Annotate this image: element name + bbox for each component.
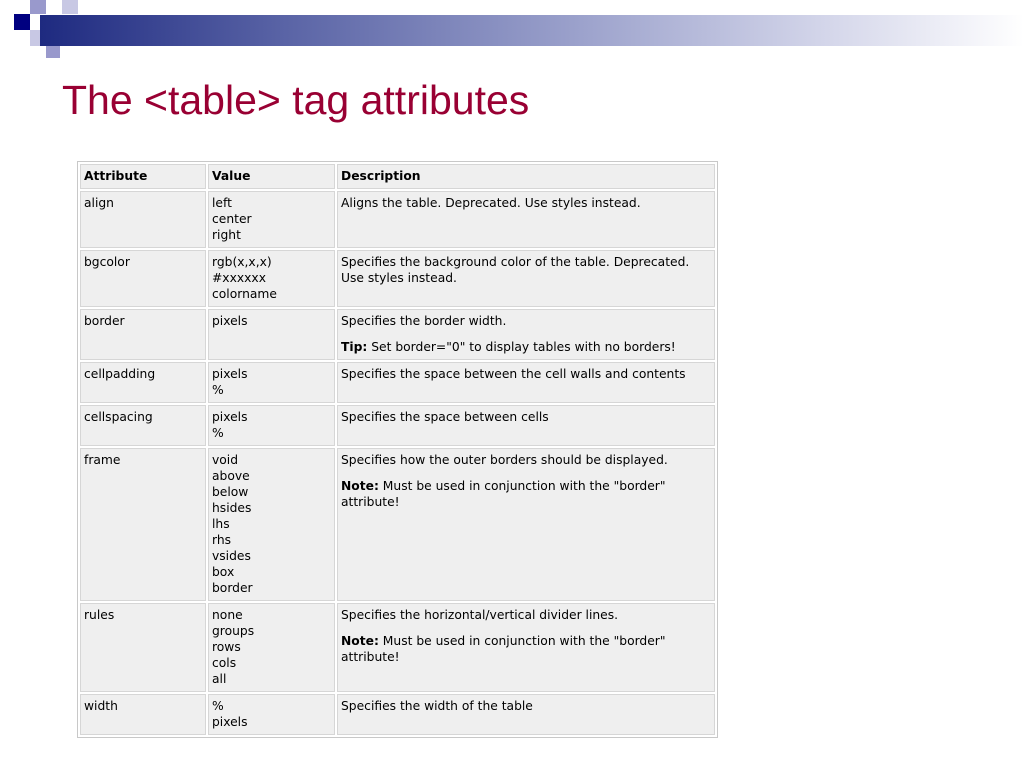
value-option: below [212, 485, 249, 499]
description-text: Specifies the horizontal/vertical divider lines. [341, 608, 619, 622]
value-cell [208, 448, 335, 601]
description-paragraph [341, 607, 711, 623]
description-cell [337, 309, 715, 360]
header-value: Value [208, 164, 335, 189]
table-row [80, 448, 715, 601]
value-option: none [212, 608, 243, 622]
table-row [80, 603, 715, 692]
attributes-table-container [77, 161, 718, 738]
description-text: Specifies the width of the table [341, 699, 533, 713]
value-option: center [212, 212, 252, 226]
description-text: Set border="0" to display tables with no borders! [367, 340, 676, 354]
value-option: cols [212, 656, 237, 670]
value-option: pixels [212, 314, 248, 328]
table-row [80, 362, 715, 403]
table-row [80, 309, 715, 360]
corner-square-small [46, 44, 60, 58]
header-description: Description [337, 164, 715, 189]
description-paragraph [341, 366, 711, 382]
table-row [80, 405, 715, 446]
value-option: hsides [212, 501, 252, 515]
value-option: pixels [212, 367, 248, 381]
description-text: Specifies the background color of the table. Deprecated. Use styles instead. [341, 255, 690, 285]
corner-square-top [62, 0, 78, 14]
attribute-cell: rules [80, 603, 206, 692]
value-option: right [212, 228, 241, 242]
attribute-cell: cellspacing [80, 405, 206, 446]
description-paragraph [341, 452, 711, 468]
description-cell [337, 694, 715, 735]
description-text: Specifies the space between the cell walls and contents [341, 367, 686, 381]
value-option: vsides [212, 549, 251, 563]
table-header-row [80, 164, 715, 189]
description-label: Note: [341, 634, 379, 648]
header-gradient-bar [40, 15, 1024, 46]
description-cell [337, 603, 715, 692]
value-option: rgb(x,x,x) [212, 255, 272, 269]
value-option: pixels [212, 410, 248, 424]
description-cell [337, 191, 715, 248]
description-paragraph [341, 698, 711, 714]
value-option: rows [212, 640, 241, 654]
slide-title: The <table> tag attributes [62, 77, 530, 123]
value-option: colorname [212, 287, 277, 301]
description-text: Specifies the space between cells [341, 410, 549, 424]
description-paragraph [341, 195, 711, 211]
description-text: Must be used in conjunction with the "border" attribute! [341, 479, 666, 509]
attribute-cell: width [80, 694, 206, 735]
description-text: Specifies how the outer borders should be displayed. [341, 453, 668, 467]
value-cell [208, 603, 335, 692]
value-option: above [212, 469, 250, 483]
attribute-cell: bgcolor [80, 250, 206, 307]
value-cell [208, 309, 335, 360]
attributes-table [77, 161, 718, 738]
value-option: #xxxxxx [212, 271, 266, 285]
table-row [80, 694, 715, 735]
value-cell [208, 191, 335, 248]
value-option: lhs [212, 517, 230, 531]
value-option: % [212, 699, 224, 713]
description-label: Tip: [341, 340, 368, 354]
description-label: Note: [341, 479, 379, 493]
attribute-cell: cellpadding [80, 362, 206, 403]
description-cell [337, 362, 715, 403]
description-paragraph [341, 478, 711, 510]
description-paragraph [341, 254, 711, 286]
description-paragraph [341, 339, 711, 355]
value-option: void [212, 453, 239, 467]
value-option: pixels [212, 715, 248, 729]
attribute-cell: align [80, 191, 206, 248]
value-cell [208, 362, 335, 403]
value-cell [208, 405, 335, 446]
table-row [80, 191, 715, 248]
attribute-cell: border [80, 309, 206, 360]
table-body [80, 191, 715, 735]
description-cell [337, 250, 715, 307]
value-option: groups [212, 624, 255, 638]
value-option: border [212, 581, 253, 595]
value-option: rhs [212, 533, 232, 547]
description-text: Must be used in conjunction with the "border" attribute! [341, 634, 666, 664]
description-cell [337, 405, 715, 446]
value-cell [208, 250, 335, 307]
header-attribute: Attribute [80, 164, 206, 189]
corner-square-dark [14, 14, 30, 30]
description-paragraph [341, 633, 711, 665]
description-text: Aligns the table. Deprecated. Use styles instead. [341, 196, 641, 210]
description-paragraph [341, 313, 711, 329]
value-cell [208, 694, 335, 735]
corner-square-light [30, 0, 46, 14]
value-option: box [212, 565, 235, 579]
description-text: Specifies the border width. [341, 314, 507, 328]
value-option: % [212, 426, 224, 440]
value-option: % [212, 383, 224, 397]
table-row [80, 250, 715, 307]
value-option: left [212, 196, 232, 210]
attribute-cell: frame [80, 448, 206, 601]
value-option: all [212, 672, 227, 686]
description-paragraph [341, 409, 711, 425]
description-cell [337, 448, 715, 601]
